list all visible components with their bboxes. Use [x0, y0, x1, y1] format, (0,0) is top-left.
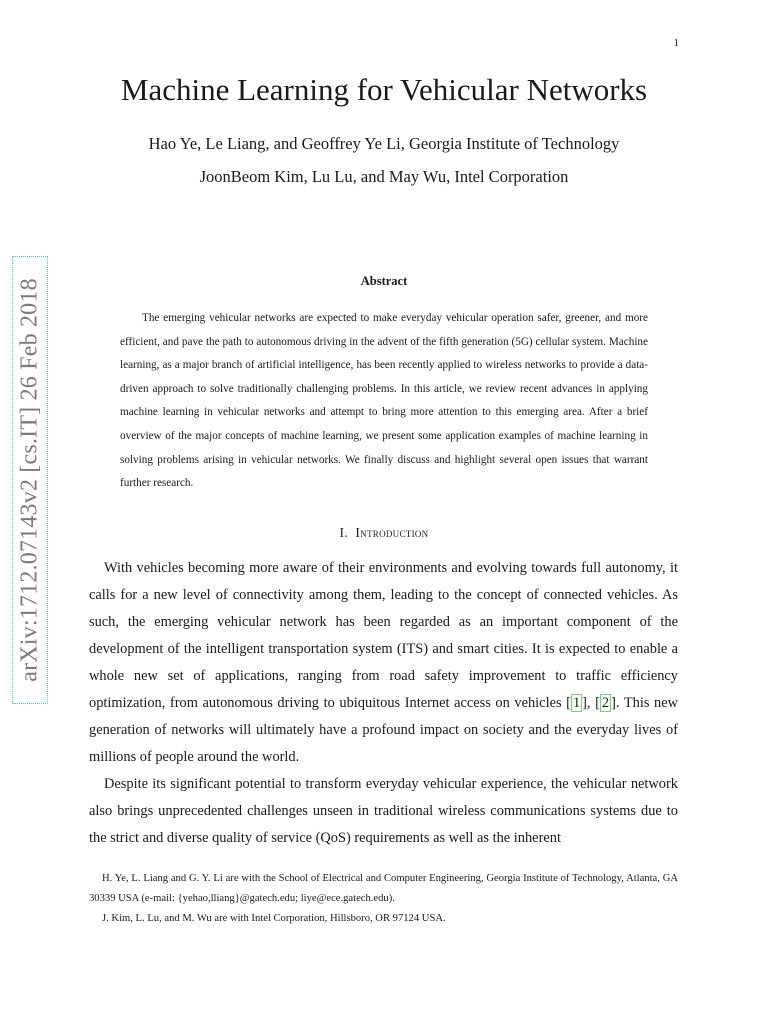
paragraph-text: ], [ [582, 695, 600, 711]
abstract-text: The emerging vehicular networks are expected to make everyday vehicular operation safer, greener, and more efficient, and pave the path to autonomous driving in the advent of the fifth generation (5G) cellular system. Machine learning, as a major branch of artificial intelligence, has been recently applied to wireless networks to provide a data-driven approach to solve traditionally challenging problems. In this article, we review recent advances in applying machine learning in vehicular networks and attempt to bring more attention to this emerging area. After a brief overview of the major concepts of machine learning, we present some application examples of machine learning in solving problems arising in vehicular networks. We finally discuss and highlight several open issues that warrant further research. [120, 312, 648, 490]
section-heading-introduction [0, 525, 768, 541]
section-numeral: I. [339, 525, 349, 540]
abstract-heading: Abstract [360, 274, 408, 288]
paragraph-text: ]. This new generation of networks will ultimately have a profound impact on society and the everyday lives of millions of people around the world. [89, 695, 678, 765]
author-line-georgia-tech: Hao Ye, Le Liang, and Geoffrey Ye Li, Georgia Institute of Technology [148, 134, 620, 153]
intro-paragraph-2: Despite its significant potential to transform everyday vehicular experience, the vehicular network also brings unprecedented challenges unseen in traditional wireless communications systems due to the strict and diverse quality of service (QoS) requirements as well as the inherent [89, 776, 678, 846]
footnote-affiliation-georgia-tech: H. Ye, L. Liang and G. Y. Li are with the School of Electrical and Computer Engineering, Georgia Institute of Technology, Atlanta, GA 30339 USA (e-mail: {yehao,lliang}@gatech.edu; liye@ece.gatech.edu). [89, 873, 678, 904]
citation-link-2[interactable]: 2 [601, 695, 610, 711]
author-line-intel: JoonBeom Kim, Lu Lu, and May Wu, Intel Corporation [199, 167, 569, 186]
section-title: Introduction [355, 525, 429, 540]
arxiv-identifier-text: arXiv:1712.07143v2 [cs.IT] 26 Feb 2018 [16, 278, 43, 682]
paper-title: Machine Learning for Vehicular Networks [120, 72, 648, 107]
paragraph-text: With vehicles becoming more aware of their environments and evolving towards full autonomy, it calls for a new level of connectivity among them, leading to the concept of connected vehicles. As such, the emerging vehicular network has been regarded as an important component of the development of the intelligent transportation system (ITS) and smart cities. It is expected to enable a whole new set of applications, ranging from road safety improvement to traffic efficiency optimization, from autonomous driving to ubiquitous Internet access on vehicles [ [89, 560, 678, 711]
page-number: 1 [673, 37, 679, 49]
citation-link-1[interactable]: 1 [572, 695, 581, 711]
footnote-affiliation-intel: J. Kim, L. Lu, and M. Wu are with Intel Corporation, Hillsboro, OR 97124 USA. [102, 913, 446, 924]
intro-paragraph-1 [89, 555, 678, 771]
arxiv-identifier-stamp[interactable] [12, 256, 48, 704]
